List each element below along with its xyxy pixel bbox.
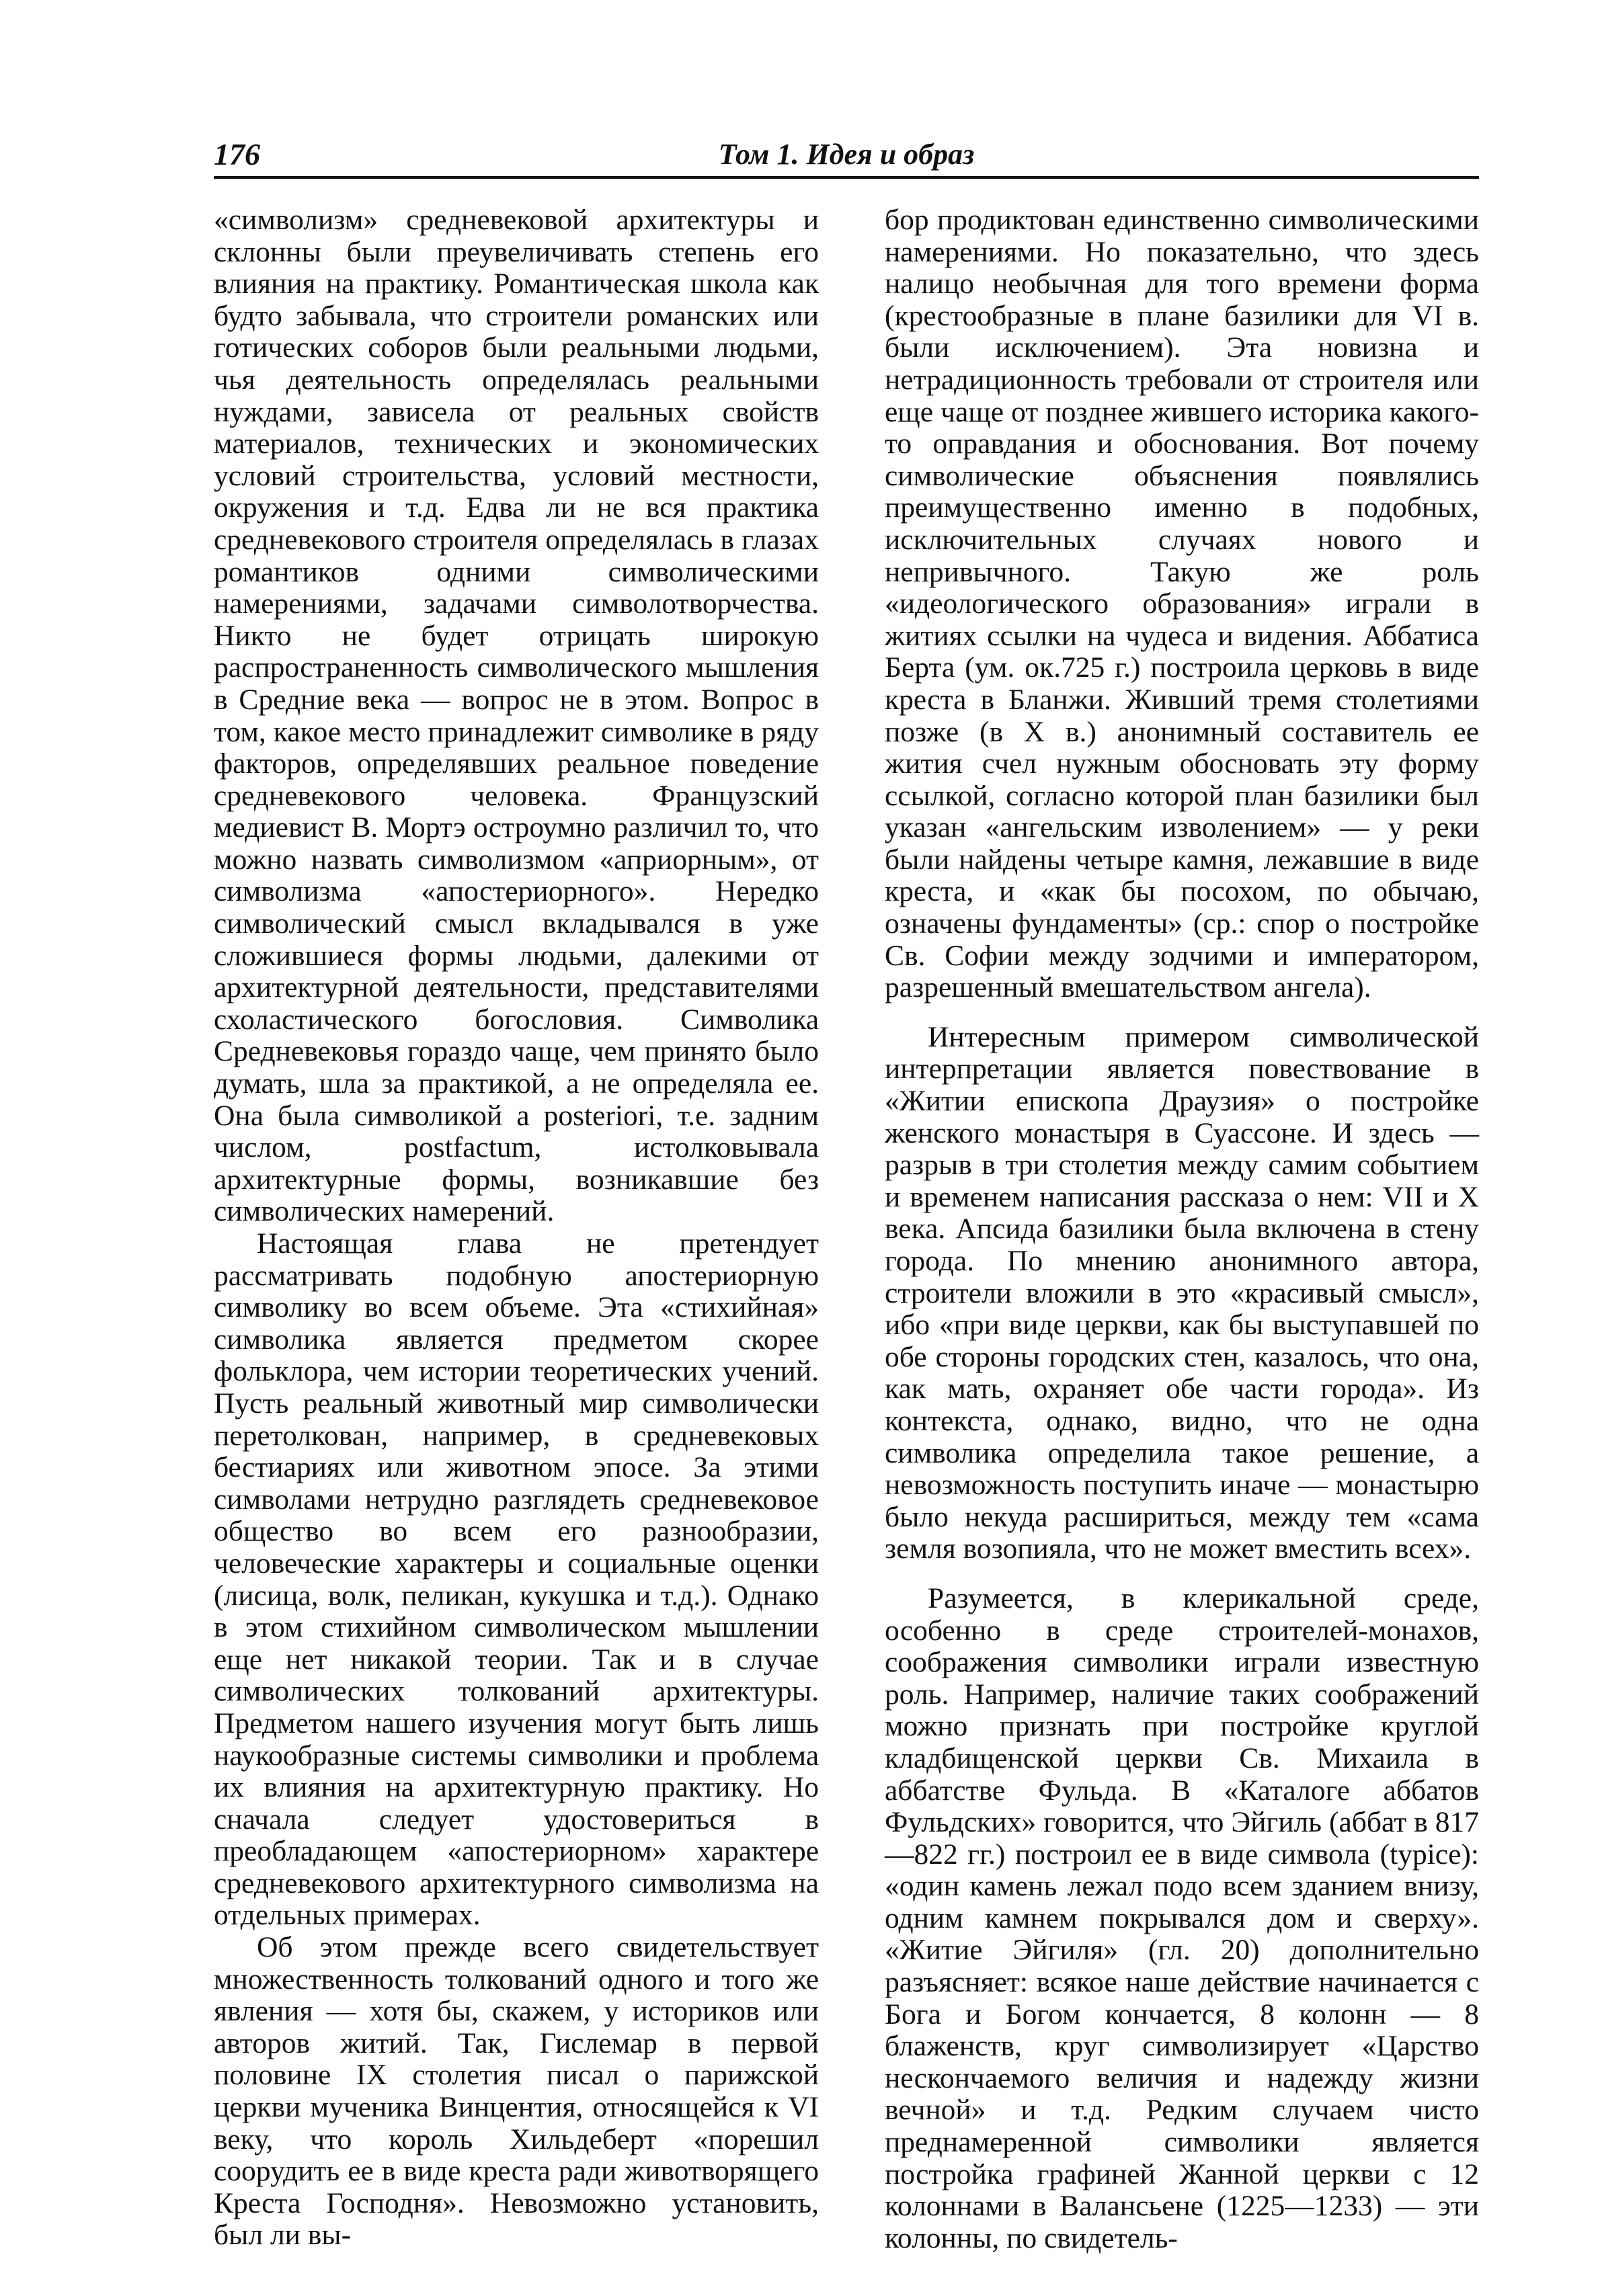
paragraph: Интересным примером символической интерпретации является повествование в «Житии епископа Драузия» о постройке женского монастыря в Суассоне. И здесь — разрыв в три столетия между самим событием и временем написания рассказа о нем: VII и X века. Апсида базилики была включена в стену города. По мнению анонимного автора, строители вложили в это «красивый смысл», ибо «при виде церкви, как бы выступавшей по обе стороны городских стен, казалось, что она, как мать, охраняет обе части города». Из контекста, однако, видно, что не одна символика определила такое решение, а невозможность поступить иначе — монастырю было некуда расшириться, между тем «сама земля возопияла, что не может вместить всех».	[885, 1020, 1479, 1565]
paragraph: Настоящая глава не претендует рассматривать подобную апостериорную символику во всем объеме. Эта «стихийная» символика является предметом скорее фольклора, чем истории теоретических учений. Пусть реальный животный мир символически перетолкован, например, в средневековых бестиариях или животном эпосе. За этими символами нетрудно разглядеть средневековое общество во всем его разнообразии, человеческие характеры и социальные оценки (лисица, волк, пеликан, кукушка и т.д.). Однако в этом стихийном символическом мышлении еще нет никакой теории. Так и в случае символических толкований архитектуры. Предметом нашего изучения могут быть лишь наукообразные системы символики и проблема их влияния на архитектурную практику. Но сначала следует удостовериться в преобладающем «апостериорном» характере средневекового архитектурного символизма на отдельных примерах.	[214, 1227, 819, 1932]
paragraph: Об этом прежде всего свидетельствует множественность толкований одного и того же явления — хотя бы, скажем, у историков или авторов житий. Так, Гислемар в первой половине IX столетия писал о парижской церкви мученика Винцентия, относящейся к VI веку, что король Хильдеберт «порешил соорудить ее в виде креста ради животворящего Креста Господня». Невозможно установить, был ли вы-	[214, 1931, 819, 2252]
paragraph: бор продиктован единственно символическими намерениями. Но показательно, что здесь налицо необычная для того времени форма (крестообразные в плане базилики для VI в. были исключением). Эта новизна и нетрадиционность требовали от строителя или еще чаще от позднее жившего историка какого-то оправдания и обоснования. Вот почему символические объяснения появлялись преимущественно именно в подобных, исключительных случаях нового и непривычного. Такую же роль «идеологического образования» играли в житиях ссылки на чудеса и видения. Аббатиса Берта (ум. ок.725 г.) построила церковь в виде креста в Бланжи. Живший тремя столетиями позже (в X в.) анонимный составитель ее жития счел нужным обосновать эту форму ссылкой, согласно которой план базилики был указан «ангельским изволением» — у реки были найдены четыре камня, лежавшие в виде креста, и «как бы посохом, по обычаю, означены фундаменты» (ср.: спор о постройке Св. Софии между зодчими и императором, разрешенный вмешательством ангела).	[885, 204, 1479, 1004]
page-number: 176	[214, 137, 260, 171]
left-column	[214, 204, 819, 2252]
right-column	[885, 204, 1479, 2254]
paragraph: «символизм» средневековой архитектуры и склонны были преувеличивать степень его влияния на практику. Романтическая школа как будто забывала, что строители романских или готических соборов были реальными людьми, чья деятельность определялась реальными нуждами, зависела от реальных свойств материалов, технических и экономических условий строительства, условий местности, окружения и т.д. Едва ли не вся практика средневекового строителя определялась в глазах романтиков одними символическими намерениями, задачами символотворчества. Никто не будет отрицать широкую распространенность символического мышления в Средние века — вопрос не в этом. Вопрос в том, какое место принадлежит символике в ряду факторов, определявших реальное поведение средневекового человека. Французский медиевист В. Мортэ остроумно различил то, что можно назвать символизмом «априорным», от символизма «апостериорного». Нередко символический смысл вкладывался в уже сложившиеся формы людьми, далекими от архитектурной деятельности, представителями схоластического богословия. Символика Средневековья гораздо чаще, чем принято было думать, шла за практикой, а не определяла ее. Она была символикой a posteriori, т.е. задним числом, postfactum, истолковывала архитектурные формы, возникавшие без символических намерений.	[214, 204, 819, 1228]
running-title: Том 1. Идея и образ	[718, 138, 975, 171]
page-header	[214, 134, 1479, 179]
paragraph: Разумеется, в клерикальной среде, особенно в среде строителей-монахов, соображения символики играли известную роль. Например, наличие таких соображений можно признать при постройке круглой кладбищенской церкви Св. Михаила в аббатстве Фульда. В «Каталоге аббатов Фульдских» говорится, что Эйгиль (аббат в 817—822 гг.) построил ее в виде символа (typice): «один камень лежал подо всем зданием внизу, одним камнем покрывался дом и сверху». «Житие Эйгиля» (гл. 20) дополнительно разъясняет: всякое наше действие начинается с Бога и Богом кончается, 8 колонн — 8 блаженств, круг символизирует «Царство нескончаемого величия и надежду жизни вечной» и т.д. Редким случаем чисто преднамеренной символики является постройка графиней Жанной церкви с 12 колоннами в Валансьене (1225—1233) — эти колонны, по свидетель-	[885, 1582, 1479, 2254]
